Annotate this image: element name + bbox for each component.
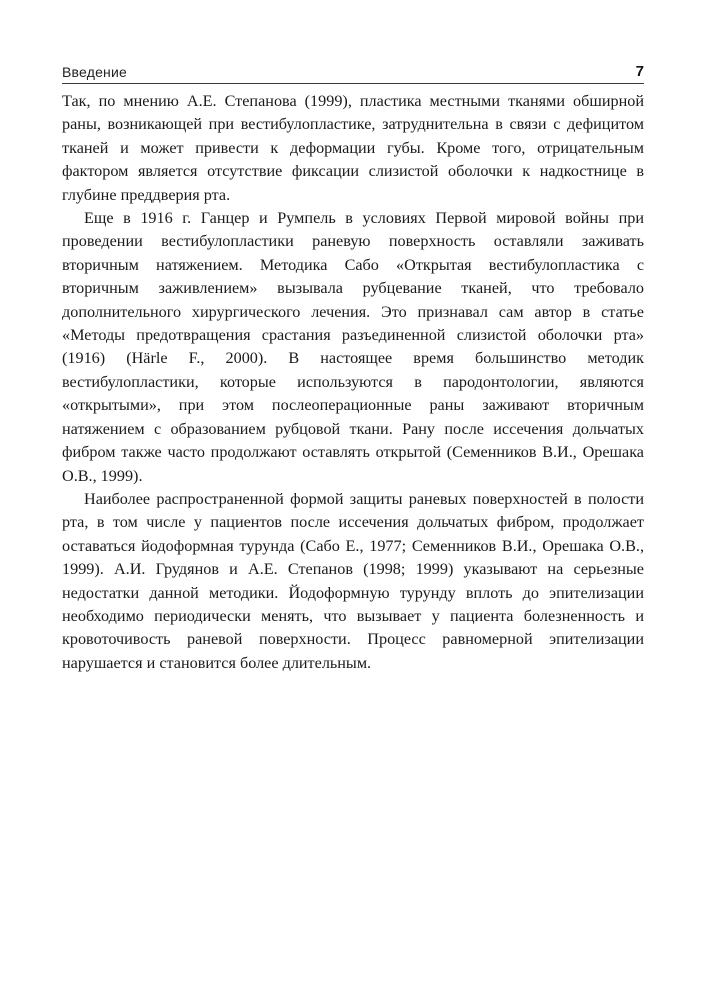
body-text	[62, 90, 644, 675]
book-page	[62, 58, 644, 675]
paragraph-1: Так, по мнению А.Е. Степанова (1999), пластика местными тканями обширной раны, возникающей при вестибулопластике, затруднительна в связи с дефицитом тканей и может привести к деформации губы. Кроме того, отрицательным фактором является отсутствие фиксации слизистой оболочки к надкостнице в глубине преддверия рта.	[62, 92, 644, 204]
paragraph-2: Еще в 1916 г. Ганцер и Румпель в условиях Первой мировой войны при проведении вестибулопластики раневую поверхность оставляли заживать вторичным натяжением. Методика Сабо «Открытая вестибулопластика с вторичным заживлением» вызывала рубцевание тканей, что требовало дополнительного хирургического лечения. Это признавал сам автор в статье «Методы предотвращения срастания разъединенной слизистой оболочки рта» (1916) (Härle F., 2000). В настоящее время большинство методик вестибулопластики, которые используются в пародонтологии, являются «открытыми», при этом послеоперационные раны заживают вторичным натяжением с образованием рубцовой ткани. Рану после иссечения дольчатых фибром также часто продолжают оставлять открытой (Семенников В.И., Орешака О.В., 1999).	[62, 209, 644, 485]
running-header	[62, 58, 644, 84]
section-title: Введение	[62, 64, 127, 80]
page-number: 7	[635, 63, 644, 80]
paragraph-3: Наиболее распространенной формой защиты раневых поверхностей в полости рта, в том числе у пациентов после иссечения дольчатых фибром, продолжает оставаться йодоформная турунда (Сабо Е., 1977; Семенников В.И., Орешака О.В., 1999). А.И. Грудянов и А.Е. Степанов (1998; 1999) указывают на серьезные недостатки данной методики. Йодоформную турунду вплоть до эпителизации необходимо периодически менять, что вызывает у пациента болезненность и кровоточивость раневой поверхности. Процесс равномерной эпителизации нарушается и становится более длительным.	[62, 489, 644, 672]
